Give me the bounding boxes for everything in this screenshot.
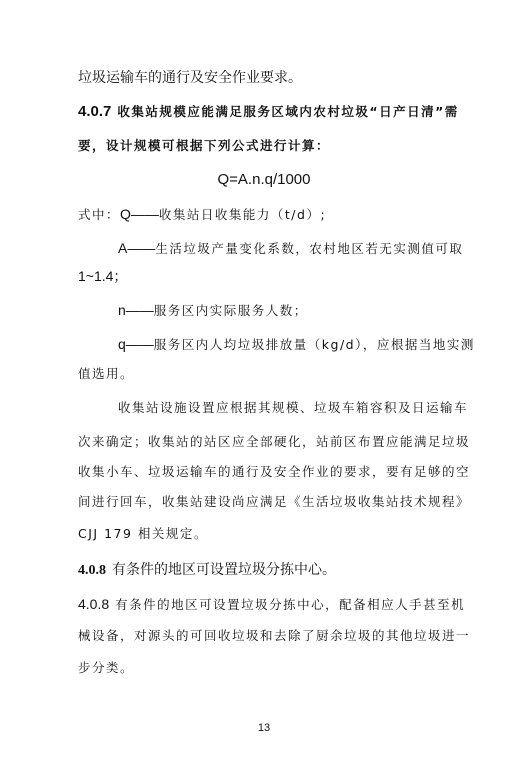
definition-symbol: q—— [118,336,154,352]
body-text: 值选用。 [78,366,135,381]
clause-number: 4.0.8 [78,563,106,578]
clause-4-0-8-explanation [78,594,465,615]
definition-line [118,334,475,355]
body-text: 收集站规模应能满足服务区域内农村垃圾“日产日清”需 [117,104,459,119]
definition-symbol: A—— [118,240,156,256]
formula-line [0,170,528,190]
clause-text: 有条件的地区可设置垃圾分拣中心。 [112,562,336,578]
body-text: CJJ 179 相关规定。 [78,526,208,541]
definition-text: 服务区内实际服务人数； [153,303,308,318]
body-text: 要，设计规模可根据下列公式进行计算： [78,138,331,153]
definition-text: 收集站日收集能力（t/d）; [158,207,327,222]
body-text: 有条件的地区可设置垃圾分拣中心，配备相应人手甚至机 [115,597,466,612]
paragraph-line [78,658,134,678]
clause-number: 4.0.8 [78,596,110,612]
paragraph-line [78,68,302,88]
clause-4-0-8-heading [78,560,336,581]
body-text: 收集小车、垃圾运输车的通行及安全作业的要求，要有足够的空 [78,464,471,479]
definition-text: 生活垃圾产量变化系数，农村地区若无实测值可取 [155,241,464,256]
formula: Q=A.n.q/1000 [217,171,311,188]
paragraph-line [118,398,468,418]
body-text: 械设备，对源头的可回收垃圾和去除了厨余垃圾的其他垃圾进一 [78,628,471,643]
page-number: 13 [257,722,271,734]
body-text: 垃圾运输车的通行及安全作业要求。 [78,70,302,86]
paragraph-line [78,364,134,384]
definition-prefix: 式中： [78,207,121,222]
paragraph-line [78,462,470,482]
paragraph-line [78,626,470,646]
body-text: 间进行回车，收集站建设尚应满足《生活垃圾收集站技术规程》 [78,494,471,509]
body-text: 次来确定；收集站的站区应全部硬化，站前区布置应能满足垃圾 [78,434,471,449]
definition-line [118,238,463,259]
clause-number: 4.0.7 [78,103,112,120]
body-text: 1~1.4； [78,268,128,284]
paragraph-line [78,524,208,544]
paragraph-line [78,492,470,512]
body-text: 步分类。 [78,660,135,675]
definition-symbol: n—— [118,302,154,318]
body-text: 收集站设施设置应根据其规模、垃圾车箱容积及日运输车 [118,400,469,415]
definition-text: 服务区内人均垃圾排放量（kg/d），应根据当地实测 [153,337,475,352]
definition-line [78,204,326,225]
paragraph-line [78,266,127,287]
paragraph-line [78,136,330,156]
clause-4-0-7-line [78,102,459,122]
definition-symbol: Q—— [120,206,159,222]
paragraph-line [78,432,470,452]
definition-line [118,300,308,321]
